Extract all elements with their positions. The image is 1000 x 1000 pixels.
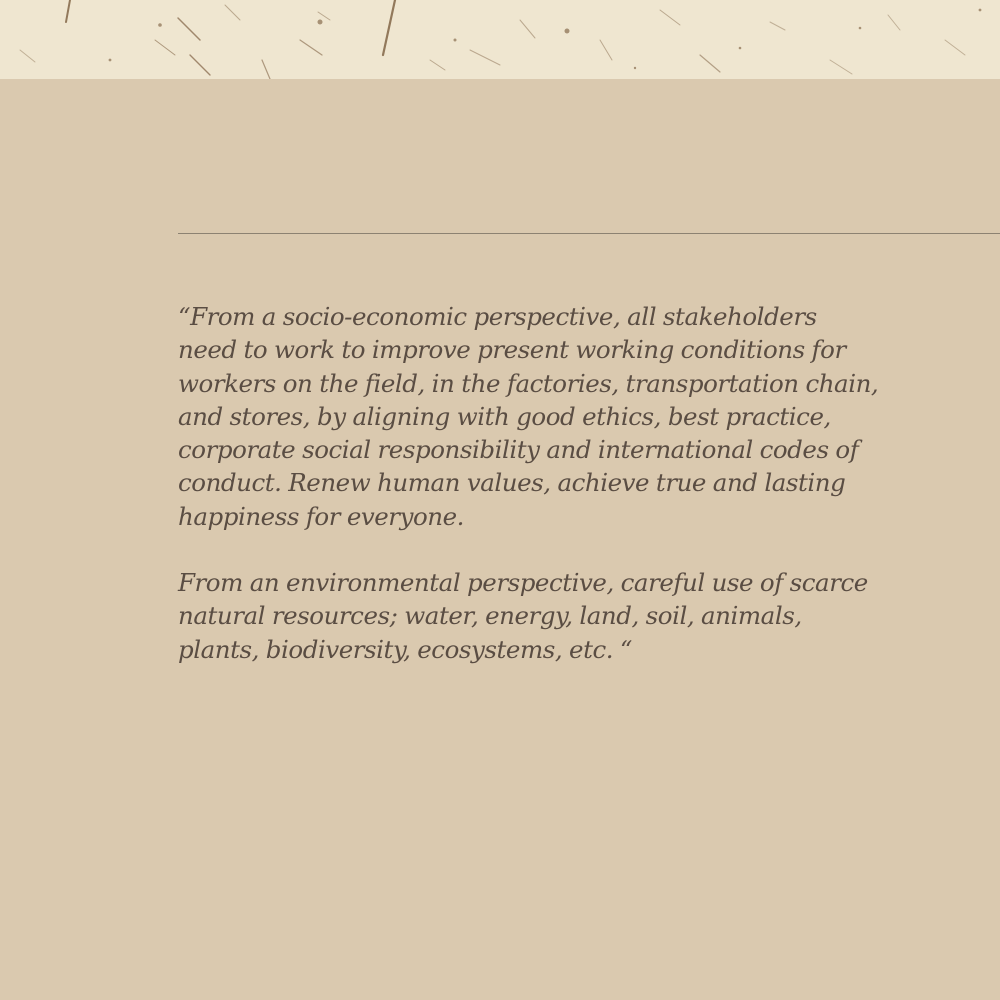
quote-paragraph-socio-economic: “From a socio-economic perspective, all stakeholders need to work to improve present working conditions for workers on the field, in the factories, transportation chain, and stores, by aligning with good ethics, best practice, corporate social responsibility and international codes of conduct. Renew human values, achieve true and lasting happiness for everyone. xyxy=(178,302,879,531)
quote-block xyxy=(178,300,958,666)
paper-texture-banner xyxy=(0,0,1000,79)
horizontal-divider xyxy=(178,233,1000,234)
quote-paragraph-environmental: From an environmental perspective, careful use of scarce natural resources; water, energy, land, soil, animals, plants, biodiversity, ecosystems, etc. “ xyxy=(178,568,868,664)
paper-fibers xyxy=(0,0,1000,79)
